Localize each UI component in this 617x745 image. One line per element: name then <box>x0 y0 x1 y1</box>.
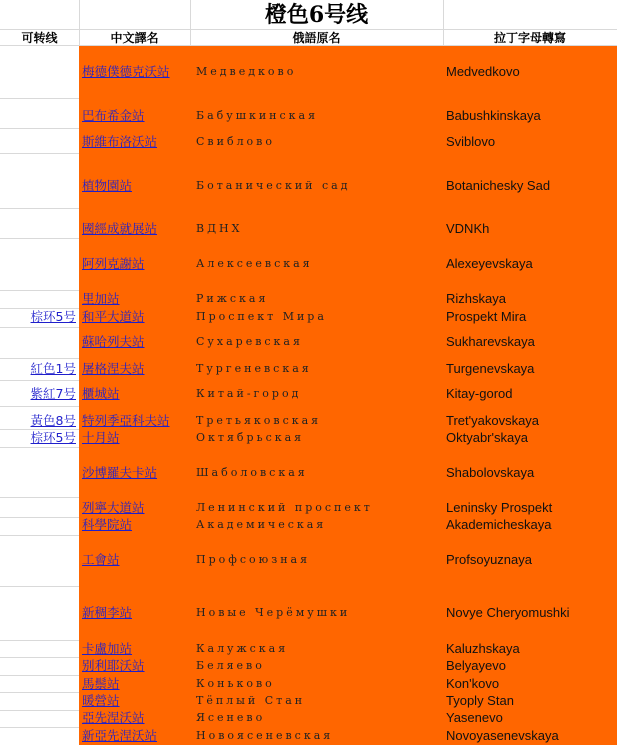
station-russian-name: Шаболовская <box>196 466 308 479</box>
grid-line <box>0 358 79 359</box>
transfer-line-link[interactable]: 棕环5号 <box>30 430 76 445</box>
grid-line <box>0 380 79 381</box>
station-chinese-link[interactable]: 梅德僕德克沃站 <box>82 64 170 79</box>
station-latin-name: Kitay-gorod <box>446 386 513 401</box>
grid-line <box>0 692 79 693</box>
grid-line <box>0 208 79 209</box>
transfer-line-link[interactable]: 棕环5号 <box>30 309 76 324</box>
station-latin-name: Turgenevskaya <box>446 361 535 376</box>
station-latin-name: Botanichesky Sad <box>446 178 551 193</box>
transfer-line-link[interactable]: 黃色8号 <box>30 413 76 428</box>
station-chinese-link[interactable]: 國經成就展站 <box>82 221 158 236</box>
station-russian-name: Профсоюзная <box>196 553 311 566</box>
station-table-background <box>79 46 617 745</box>
station-latin-name: Tret'yakovskaya <box>446 413 540 428</box>
station-chinese-link[interactable]: 卡盧加站 <box>82 641 133 656</box>
grid-line <box>0 710 79 711</box>
grid-line <box>0 657 79 658</box>
station-latin-name: Akademicheskaya <box>446 517 552 532</box>
station-chinese-link[interactable]: 工會站 <box>82 552 120 567</box>
grid-line <box>0 153 79 154</box>
station-russian-name: Китай-город <box>196 387 302 400</box>
station-latin-name: Leninsky Prospekt <box>446 500 553 515</box>
station-chinese-link[interactable]: 蘇哈列夫站 <box>82 334 145 349</box>
station-latin-name: Novye Cheryomushki <box>446 605 570 620</box>
grid-line <box>0 238 79 239</box>
station-russian-name: Свиблово <box>196 135 275 148</box>
station-latin-name: Rizhskaya <box>446 291 506 306</box>
station-latin-name: Oktyabr'skaya <box>446 430 528 445</box>
transfer-line-link[interactable]: 紅色1号 <box>30 361 76 376</box>
station-chinese-link[interactable]: 十月站 <box>82 430 120 445</box>
station-chinese-link[interactable]: 别利耶沃站 <box>82 658 145 673</box>
grid-line <box>0 640 79 641</box>
station-chinese-link[interactable]: 列寧大道站 <box>82 500 145 515</box>
station-russian-name: Рижская <box>196 292 269 305</box>
station-chinese-link[interactable]: 屠格涅夫站 <box>82 361 145 376</box>
station-russian-name: Ленинский проспект <box>196 501 373 514</box>
grid-line <box>0 497 79 498</box>
station-chinese-link[interactable]: 櫃城站 <box>82 386 120 401</box>
station-chinese-link[interactable]: 新亞先涅沃站 <box>82 728 158 743</box>
header-latin: 拉丁字母轉寫 <box>493 31 566 45</box>
station-russian-name: Беляево <box>196 659 265 672</box>
station-latin-name: Kaluzhskaya <box>446 641 520 656</box>
station-latin-name: Profsoyuznaya <box>446 552 532 567</box>
station-chinese-link[interactable]: 斯維布洛沃站 <box>82 134 158 149</box>
grid-line <box>0 447 79 448</box>
header-transfer: 可转线 <box>21 31 58 45</box>
header-russian: 俄語原名 <box>292 31 341 45</box>
station-russian-name: Проспект Мира <box>196 310 327 323</box>
grid-line <box>0 535 79 536</box>
station-russian-name: Медведково <box>196 65 297 78</box>
station-latin-name: Prospekt Mira <box>446 309 527 324</box>
grid-line <box>0 517 79 518</box>
station-russian-name: Алексеевская <box>196 257 313 270</box>
sheet-title: 橙色6号线 <box>264 2 369 28</box>
grid-line <box>0 98 79 99</box>
grid-line <box>0 675 79 676</box>
station-chinese-link[interactable]: 巴布希金站 <box>82 108 145 123</box>
station-latin-name: Novoyasenevskaya <box>446 728 559 743</box>
station-latin-name: Alexeyevskaya <box>446 256 533 271</box>
station-russian-name: Новые Черёмушки <box>196 606 351 619</box>
station-russian-name: Академическая <box>196 518 327 531</box>
grid-line <box>0 290 79 291</box>
station-chinese-link[interactable]: 馬鬃站 <box>82 676 120 691</box>
station-chinese-link[interactable]: 和平大道站 <box>82 309 145 324</box>
station-latin-name: Medvedkovo <box>446 64 520 79</box>
station-chinese-link[interactable]: 里加站 <box>82 291 120 306</box>
station-russian-name: Бабушкинская <box>196 109 319 122</box>
station-latin-name: Sukharevskaya <box>446 334 535 349</box>
station-russian-name: Третьяковская <box>196 414 322 427</box>
station-latin-name: Belyayevo <box>446 658 506 673</box>
station-latin-name: Kon'kovo <box>446 676 500 691</box>
header-chinese: 中文譯名 <box>110 31 159 45</box>
station-latin-name: Sviblovo <box>446 134 496 149</box>
station-russian-name: ВДНХ <box>196 222 243 235</box>
station-chinese-link[interactable]: 阿列克謝站 <box>82 256 145 271</box>
grid-line <box>0 586 79 587</box>
station-latin-name: Shabolovskaya <box>446 465 535 480</box>
station-russian-name: Тёплый Стан <box>196 694 306 707</box>
grid-line <box>0 406 79 407</box>
station-russian-name: Октябрьская <box>196 431 305 444</box>
station-russian-name: Ясенево <box>196 711 266 724</box>
station-chinese-link[interactable]: 暖營站 <box>82 693 120 708</box>
station-chinese-link[interactable]: 沙博羅夫卡站 <box>82 465 158 480</box>
station-latin-name: Yasenevo <box>446 710 503 725</box>
station-chinese-link[interactable]: 植物園站 <box>82 178 133 193</box>
station-russian-name: Ботанический сад <box>196 179 351 192</box>
station-russian-name: Сухаревская <box>196 335 303 348</box>
station-russian-name: Калужская <box>196 642 289 655</box>
station-latin-name: Babushkinskaya <box>446 108 541 123</box>
station-chinese-link[interactable]: 新稠李站 <box>82 605 133 620</box>
station-latin-name: VDNKh <box>446 221 490 236</box>
grid-line <box>0 727 79 728</box>
station-russian-name: Новоясеневская <box>196 729 334 742</box>
station-latin-name: Tyoply Stan <box>446 693 514 708</box>
grid-line <box>0 327 79 328</box>
transfer-line-link[interactable]: 紫紅7号 <box>30 386 76 401</box>
station-chinese-link[interactable]: 特列季亞科夫站 <box>82 413 170 428</box>
station-chinese-link[interactable]: 科學院站 <box>82 517 133 532</box>
station-russian-name: Коньково <box>196 677 275 690</box>
station-russian-name: Тургеневская <box>196 362 312 375</box>
station-chinese-link[interactable]: 亞先涅沃站 <box>82 710 145 725</box>
grid-line <box>0 128 79 129</box>
